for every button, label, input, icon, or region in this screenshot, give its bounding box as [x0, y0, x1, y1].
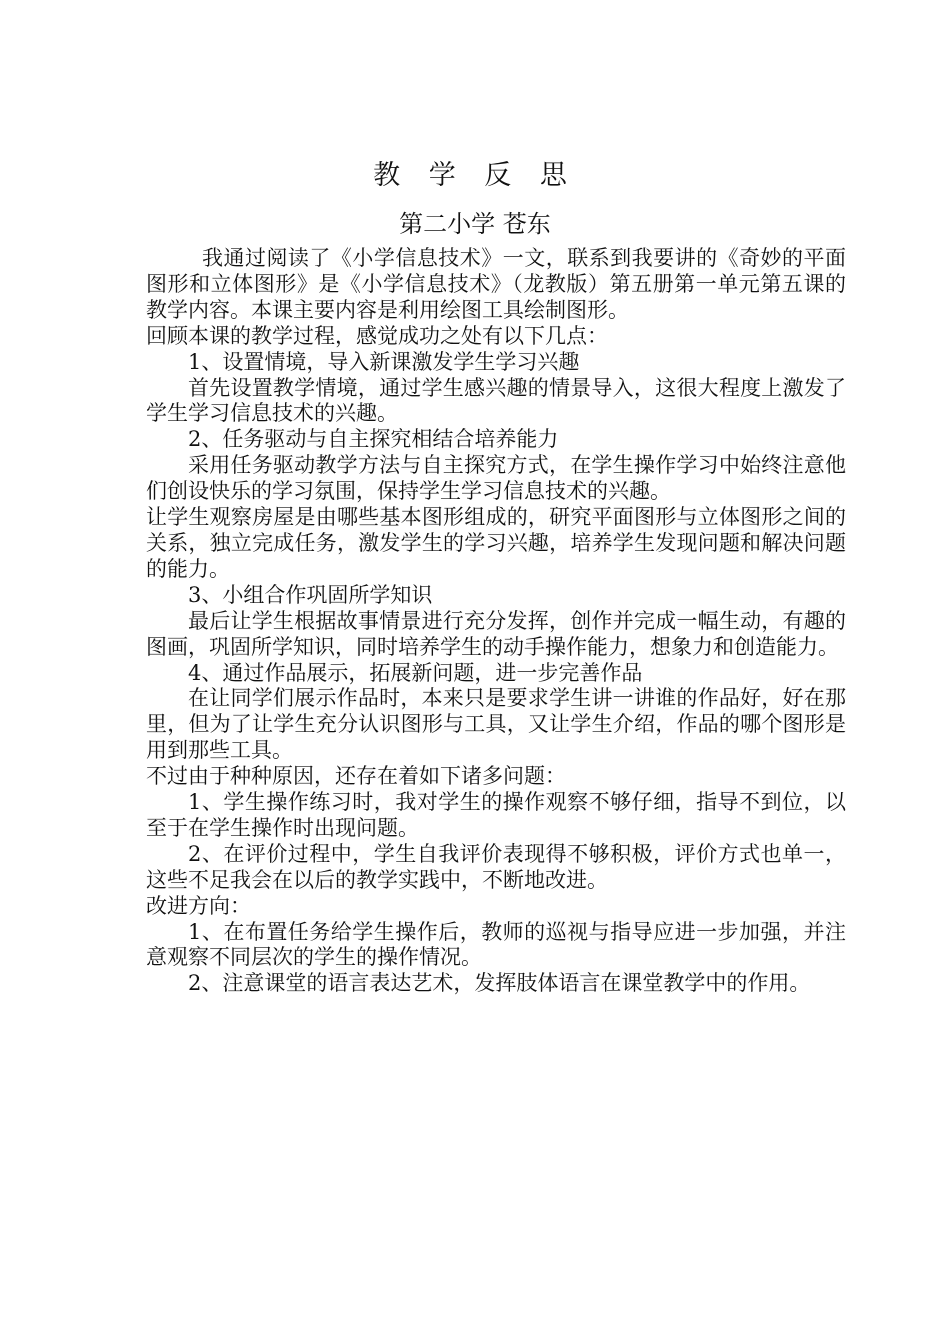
section-heading: 1、设置情境，导入新课激发学生学习兴趣 — [188, 349, 580, 374]
document-title: 教 学 反 思 — [373, 160, 577, 191]
section-heading: 2、任务驱动与自主探究相结合培养能力 — [188, 427, 559, 452]
list-item: 2、在评价过程中，学生自我评价表现得不够积极，评价方式也单一，这些不足我会在以后的教学实践中，不断地改进。 — [146, 841, 846, 892]
paragraph: 在让同学们展示作品时，本来只是要求学生讲一讲谁的作品好，好在那里，但为了让学生充分认识图形与工具，又让学生介绍，作品的哪个图形是用到那些工具。 — [146, 686, 846, 763]
paragraph: 首先设置教学情境，通过学生感兴趣的情景导入，这很大程度上激发了学生学习信息技术的兴趣。 — [146, 375, 846, 426]
paragraph: 回顾本课的教学过程，感觉成功之处有以下几点： — [146, 323, 608, 348]
paragraph: 我通过阅读了《小学信息技术》一文，联系到我要讲的《奇妙的平面图形和立体图形》是《小学信息技术》（龙教版）第五册第一单元第五课的教学内容。本课主要内容是利用绘图工具绘制图形。 — [146, 246, 846, 322]
document-body — [146, 246, 846, 997]
document-author: 第二小学 苍东 — [399, 210, 551, 238]
list-item: 2、注意课堂的语言表达艺术，发挥肢体语言在课堂教学中的作用。 — [188, 971, 811, 996]
paragraph: 最后让学生根据故事情景进行充分发挥，创作并完成一幅生动，有趣的图画，巩固所学知识，同时培养学生的动手操作能力，想象力和创造能力。 — [146, 608, 846, 659]
list-item: 1、学生操作练习时，我对学生的操作观察不够仔细，指导不到位，以至于在学生操作时出现问题。 — [146, 790, 846, 840]
paragraph: 让学生观察房屋是由哪些基本图形组成的，研究平面图形与立体图形之间的关系，独立完成任务，激发学生的学习兴趣，培养学生发现问题和解决问题的能力。 — [146, 505, 846, 581]
paragraph: 改进方向： — [146, 893, 251, 918]
list-item: 1、在布置任务给学生操作后，教师的巡视与指导应进一步加强，并注意观察不同层次的学生的操作情况。 — [146, 919, 846, 970]
section-heading: 3、小组合作巩固所学知识 — [188, 582, 433, 607]
paragraph: 采用任务驱动教学方法与自主探究方式，在学生操作学习中始终注意他们创设快乐的学习氛围，保持学生学习信息技术的兴趣。 — [146, 453, 846, 504]
section-heading: 4、通过作品展示，拓展新问题，进一步完善作品 — [188, 660, 643, 685]
paragraph: 不过由于种种原因，还存在着如下诸多问题： — [146, 764, 566, 789]
